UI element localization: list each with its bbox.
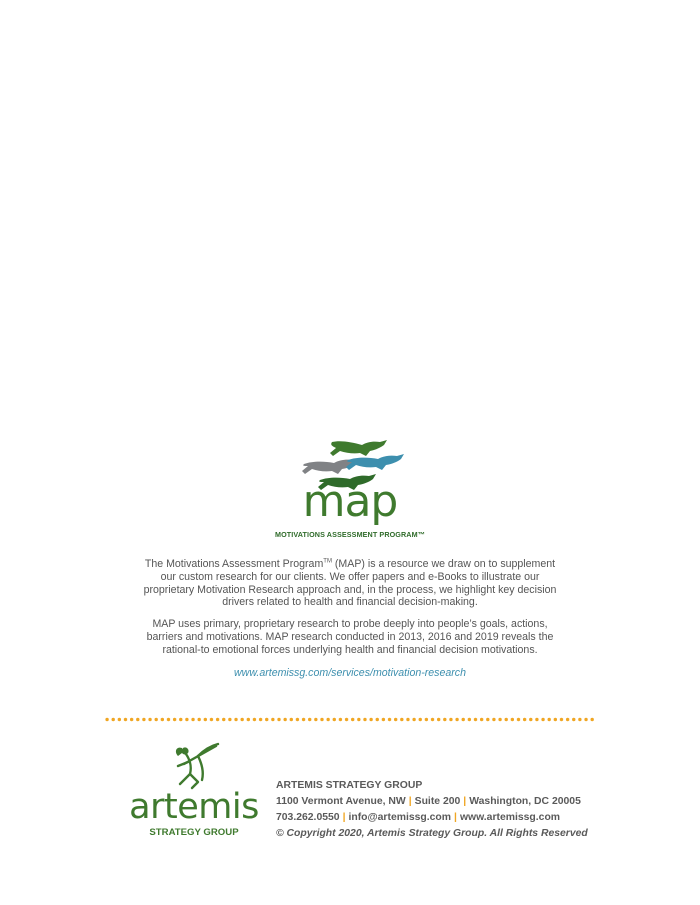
address-city: Washington, DC 20005 bbox=[469, 796, 581, 807]
map-logo bbox=[270, 436, 430, 541]
address-suite: Suite 200 bbox=[414, 796, 461, 807]
research-paragraph: MAP uses primary, proprietary research to probe deeply into people’s goals, actions, barriers and motivations. MAP research conducted in 2013, 2016 and 2019 reveals the rational-to emotional forces underlying health and financial decision motivations. bbox=[146, 618, 554, 656]
intro-text-rest: (MAP) is a resource we draw on to supplement our custom research for our clients. We offer papers and e-Books to illustrate our proprietary Motivation Research approach and, in the process, we highlight key decision drivers related to health and financial decision-making. bbox=[143, 558, 557, 609]
dotted-divider bbox=[104, 717, 596, 722]
map-tagline: MOTIVATIONS ASSESSMENT PROGRAM™ bbox=[275, 530, 425, 539]
separator: | bbox=[408, 796, 412, 807]
separator: | bbox=[342, 812, 346, 823]
map-wordmark: map bbox=[302, 476, 398, 527]
copyright-notice: © Copyright 2020, Artemis Strategy Group. All Rights Reserved bbox=[276, 828, 588, 839]
phone-number: 703.262.0550 bbox=[276, 812, 340, 823]
address-street: 1100 Vermont Avenue, NW bbox=[276, 796, 406, 807]
website-link[interactable]: www.artemissg.com bbox=[459, 812, 561, 823]
separator: | bbox=[463, 796, 467, 807]
archer-icon bbox=[128, 742, 260, 792]
contact-line bbox=[276, 810, 686, 826]
separator: | bbox=[454, 812, 457, 823]
motivation-research-link[interactable]: www.artemissg.com/services/motivation-research bbox=[234, 667, 466, 679]
company-name: ARTEMIS STRATEGY GROUP bbox=[276, 780, 423, 791]
artemis-subtitle: STRATEGY GROUP bbox=[149, 827, 239, 838]
intro-text-start: The Motivations Assessment Program bbox=[144, 558, 324, 570]
contact-block bbox=[276, 778, 686, 842]
address-line bbox=[276, 794, 686, 810]
intro-paragraph bbox=[140, 558, 560, 609]
email-link[interactable]: info@artemissg.com bbox=[348, 812, 452, 823]
artemis-wordmark: artemis bbox=[129, 787, 259, 827]
trademark-mark: TM bbox=[323, 558, 332, 565]
artemis-logo bbox=[128, 742, 260, 842]
